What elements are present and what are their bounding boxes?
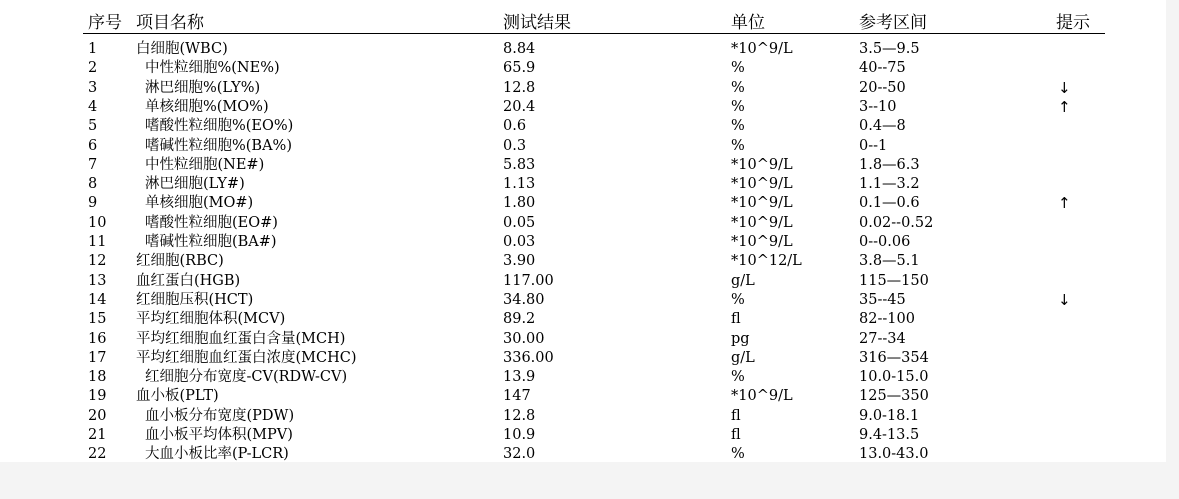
test-result: 0.3 — [503, 137, 527, 154]
test-result: 147 — [503, 388, 531, 405]
test-result: 5.83 — [503, 156, 536, 173]
table-row — [0, 175, 1179, 194]
flag-arrow: ↓ — [1058, 290, 1071, 309]
row-number: 19 — [88, 388, 107, 405]
row-number: 2 — [88, 60, 98, 77]
header-no: 序号 — [88, 13, 122, 33]
table-row — [0, 349, 1179, 368]
row-number: 3 — [88, 79, 98, 96]
unit: *10^9/L — [731, 388, 793, 405]
flag-arrow: ↑ — [1058, 97, 1071, 116]
table-header — [0, 0, 1179, 34]
table-row — [0, 310, 1179, 329]
test-result: 0.05 — [503, 214, 536, 231]
reference-range: 40--75 — [859, 60, 906, 77]
reference-range: 13.0-43.0 — [859, 446, 929, 463]
test-result: 89.2 — [503, 311, 536, 328]
row-number: 6 — [88, 137, 98, 154]
test-result: 32.0 — [503, 446, 536, 463]
item-name: 血小板(PLT) — [136, 388, 219, 405]
test-result: 1.80 — [503, 195, 536, 212]
reference-range: 0.02--0.52 — [859, 214, 934, 231]
unit: % — [731, 369, 745, 386]
table-row — [0, 156, 1179, 175]
unit: g/L — [731, 272, 755, 289]
reference-range: 35--45 — [859, 291, 906, 308]
row-number: 16 — [88, 330, 107, 347]
item-name: 红细胞分布宽度-CV(RDW-CV) — [145, 369, 348, 386]
test-result: 3.90 — [503, 253, 536, 270]
reference-range: 82--100 — [859, 311, 915, 328]
reference-range: 1.8—6.3 — [859, 156, 920, 173]
table-row — [0, 98, 1179, 117]
test-result: 117.00 — [503, 272, 554, 289]
test-result: 13.9 — [503, 369, 536, 386]
reference-range: 3.5—9.5 — [859, 41, 920, 57]
item-name: 嗜酸性粒细胞%(EO%) — [145, 118, 294, 135]
table-row — [0, 194, 1179, 213]
row-number: 17 — [88, 349, 107, 366]
item-name: 嗜碱性粒细胞%(BA%) — [145, 137, 292, 154]
unit: % — [731, 118, 745, 135]
unit: *10^9/L — [731, 176, 793, 193]
item-name: 平均红细胞血红蛋白浓度(MCHC) — [136, 349, 357, 366]
row-number: 15 — [88, 311, 107, 328]
unit: % — [731, 98, 745, 115]
flag-arrow: ↑ — [1058, 194, 1071, 213]
table-row — [0, 291, 1179, 310]
unit: % — [731, 291, 745, 308]
flag-arrow: ↓ — [1058, 78, 1071, 97]
test-result: 0.03 — [503, 234, 536, 250]
test-result: 12.8 — [503, 407, 536, 424]
test-result: 65.9 — [503, 60, 536, 77]
item-name: 淋巴细胞(LY#) — [145, 176, 245, 193]
item-name: 淋巴细胞%(LY%) — [145, 79, 261, 96]
reference-range: 1.1—3.2 — [859, 176, 920, 193]
reference-range: 3.8—5.1 — [859, 253, 920, 270]
item-name: 红细胞(RBC) — [136, 253, 224, 270]
row-number: 5 — [88, 118, 98, 135]
right-margin — [1166, 0, 1179, 499]
item-name: 血小板平均体积(MPV) — [145, 427, 293, 443]
reference-range: 0.1—0.6 — [859, 195, 920, 212]
item-name: 单核细胞(MO#) — [145, 195, 254, 212]
item-name: 平均红细胞血红蛋白含量(MCH) — [136, 330, 346, 347]
unit: *10^9/L — [731, 195, 793, 212]
reference-range: 10.0-15.0 — [859, 369, 929, 386]
test-result: 30.00 — [503, 330, 545, 347]
unit: fl — [731, 407, 741, 424]
reference-range: 115—150 — [859, 272, 929, 289]
unit: g/L — [731, 349, 755, 366]
table-row — [0, 40, 1179, 59]
table-row — [0, 137, 1179, 156]
row-number: 20 — [88, 407, 107, 424]
table-row — [0, 252, 1179, 271]
unit: *10^9/L — [731, 214, 793, 231]
header-reference: 参考区间 — [859, 13, 927, 33]
unit: % — [731, 79, 745, 96]
row-number: 11 — [88, 234, 107, 250]
table-row — [0, 233, 1179, 252]
row-number: 9 — [88, 195, 98, 212]
test-result: 336.00 — [503, 349, 554, 366]
item-name: 中性粒细胞%(NE%) — [145, 60, 280, 77]
item-name: 大血小板比率(P-LCR) — [145, 446, 289, 463]
reference-range: 0.4—8 — [859, 118, 906, 135]
row-number: 1 — [88, 41, 98, 57]
test-result: 12.8 — [503, 79, 536, 96]
row-number: 18 — [88, 369, 107, 386]
row-number: 10 — [88, 214, 107, 231]
unit: *10^12/L — [731, 253, 802, 270]
unit: fl — [731, 427, 741, 443]
table-row — [0, 214, 1179, 233]
table-row — [0, 59, 1179, 78]
row-number: 8 — [88, 176, 98, 193]
item-name: 中性粒细胞(NE#) — [145, 156, 265, 173]
item-name: 红细胞压积(HCT) — [136, 291, 254, 308]
unit: fl — [731, 311, 741, 328]
header-name: 项目名称 — [136, 13, 204, 33]
item-name: 血红蛋白(HGB) — [136, 272, 241, 289]
item-name: 嗜碱性粒细胞(BA#) — [145, 234, 277, 250]
row-number: 7 — [88, 156, 98, 173]
table-row — [0, 368, 1179, 387]
table-row — [0, 426, 1179, 445]
reference-range: 3--10 — [859, 98, 897, 115]
row-number: 4 — [88, 98, 98, 115]
reference-range: 27--34 — [859, 330, 906, 347]
row-number: 13 — [88, 272, 107, 289]
test-result: 10.9 — [503, 427, 536, 443]
reference-range: 316—354 — [859, 349, 929, 366]
bottom-margin — [0, 462, 1179, 499]
item-name: 嗜酸性粒细胞(EO#) — [145, 214, 278, 231]
reference-range: 9.0-18.1 — [859, 407, 920, 424]
row-number: 21 — [88, 427, 107, 443]
unit: pg — [731, 330, 750, 347]
test-result: 0.6 — [503, 118, 527, 135]
header-flag: 提示 — [1056, 13, 1090, 33]
reference-range: 0--1 — [859, 137, 888, 154]
row-number: 14 — [88, 291, 107, 308]
test-result: 8.84 — [503, 41, 536, 57]
item-name: 单核细胞%(MO%) — [145, 98, 269, 115]
item-name: 血小板分布宽度(PDW) — [145, 407, 295, 424]
test-result: 1.13 — [503, 176, 536, 193]
reference-range: 20--50 — [859, 79, 906, 96]
table-row — [0, 330, 1179, 349]
reference-range: 125—350 — [859, 388, 929, 405]
unit: % — [731, 446, 745, 463]
unit: *10^9/L — [731, 41, 793, 57]
unit: *10^9/L — [731, 156, 793, 173]
unit: % — [731, 137, 745, 154]
unit: % — [731, 60, 745, 77]
row-number: 22 — [88, 446, 107, 463]
reference-range: 0--0.06 — [859, 234, 911, 250]
item-name: 平均红细胞体积(MCV) — [136, 311, 286, 328]
table-row — [0, 407, 1179, 426]
test-result: 20.4 — [503, 98, 536, 115]
table-row — [0, 117, 1179, 136]
unit: *10^9/L — [731, 234, 793, 250]
table-row — [0, 79, 1179, 98]
header-result: 测试结果 — [503, 13, 571, 33]
test-result: 34.80 — [503, 291, 545, 308]
table-row — [0, 272, 1179, 291]
item-name: 白细胞(WBC) — [136, 41, 228, 57]
row-number: 12 — [88, 253, 107, 270]
header-divider — [83, 33, 1105, 34]
reference-range: 9.4-13.5 — [859, 427, 920, 443]
header-unit: 单位 — [731, 13, 765, 33]
table-row — [0, 387, 1179, 406]
